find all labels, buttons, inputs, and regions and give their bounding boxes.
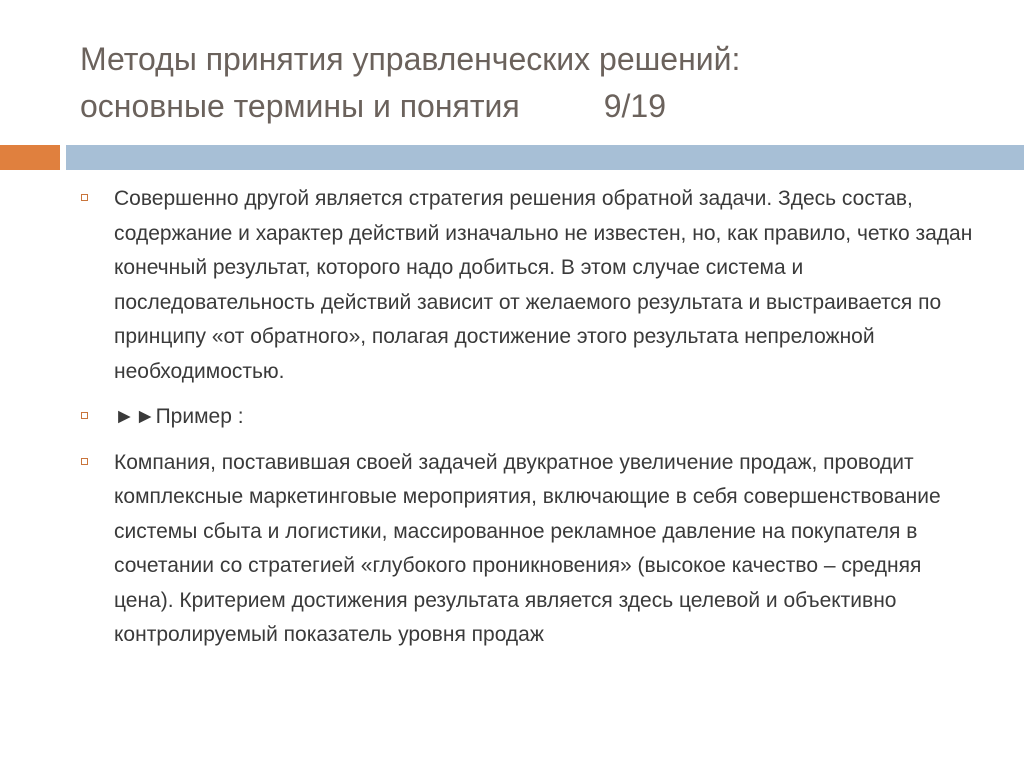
accent-bar-blue xyxy=(66,145,1024,170)
accent-bar-orange xyxy=(0,145,60,170)
bullet-item-strategy xyxy=(78,182,978,389)
bullet-text: ►►Пример : xyxy=(114,405,244,428)
slide-title xyxy=(80,36,1000,130)
bullet-item-example xyxy=(78,400,978,435)
title-line-2-text: основные термины и понятия xyxy=(80,88,520,124)
bullet-text: Компания, поставившая своей задачей двукратное увеличение продаж, проводит комплексные маркетинговые мероприятия, включающие в себя совершенствование системы сбыта и логистики, массированное рекламное давление на покупателя в сочетании со стратегией «глубокого проникновения» (высокое качество – средняя цена). Критерием достижения результата является здесь целевой и объективно контролируемый показатель уровня продаж xyxy=(114,450,941,646)
title-line-1: Методы принятия управленческих решений: xyxy=(80,41,741,77)
slide-content xyxy=(78,182,978,664)
square-bullet-icon xyxy=(81,194,88,201)
page-number: 9/19 xyxy=(603,88,666,124)
bullet-text: Совершенно другой является стратегия решения обратной задачи. Здесь состав, содержание и характер действий изначально не известен, но, как правило, четко задан конечный результат, которого надо добиться. В этом случае система и последовательность действий зависит от желаемого результата и выстраивается по принципу «от обратного», полагая достижение этого результата непреложной необходимостью. xyxy=(114,187,973,383)
square-bullet-icon xyxy=(81,458,88,465)
square-bullet-icon xyxy=(81,412,88,419)
title-line-2 xyxy=(80,83,1000,130)
bullet-item-company xyxy=(78,446,978,653)
